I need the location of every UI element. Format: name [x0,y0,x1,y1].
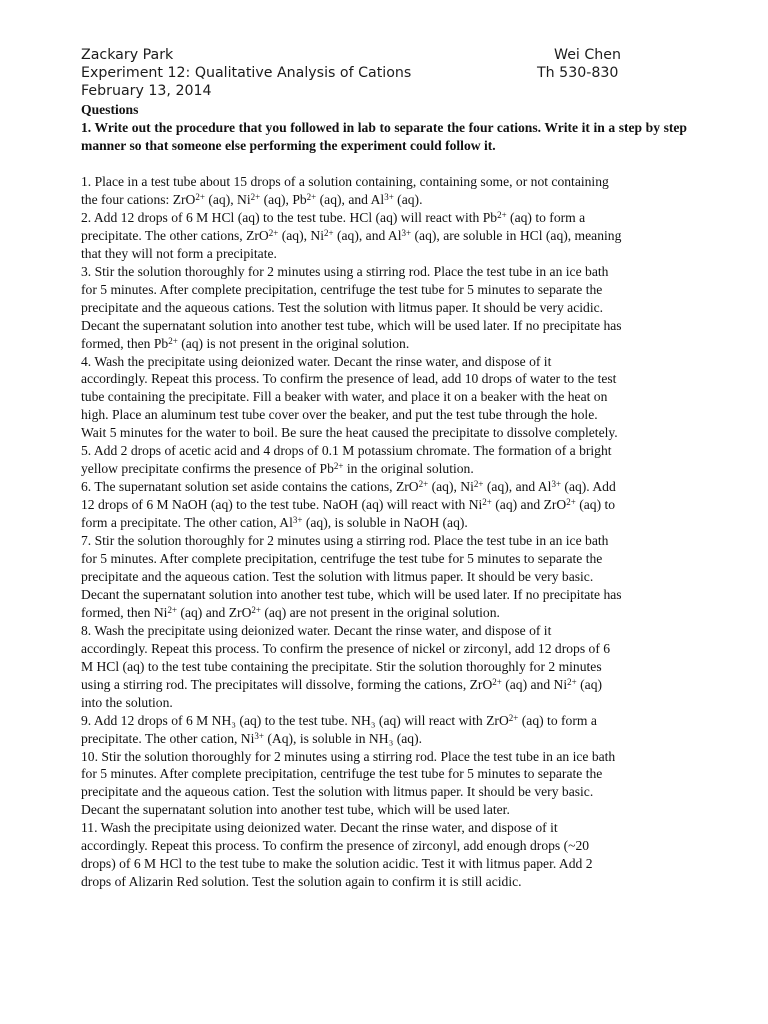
step-line: yellow precipitate confirms the presence of $Pb^{2+}$ in the original solution. [81,461,474,477]
procedure-step [81,819,687,891]
lab-section: Th 530-830 [537,65,619,81]
step-line: drops) of 6 M HCl to the test tube to make the solution acidic. Test it with litmus paper. Add 2 [81,856,593,872]
step-line: precipitate and the aqueous cations. Test the solution with litmus paper. It should be very acidic. [81,299,604,315]
step-line: 12 drops of 6 M NaOH (aq) to the test tube. NaOH (aq) will react with $Ni^{2+}$ (aq) and ZrO$^{2+}$ (aq) to [81,497,616,513]
step-line: 4. Wash the precipitate using deionized water. Decant the rinse water, and dispose of it [81,353,552,369]
step-line: form a precipitate. The other cation, $Al^{3+}$ (aq), is soluble in NaOH (aq). [81,515,468,531]
procedure-step [81,353,687,443]
step-line: 8. Wash the precipitate using deionized water. Decant the rinse water, and dispose of it [81,622,552,638]
step-line: 2. Add 12 drops of 6 M HCl (aq) to the test tube. HCl (aq) will react with $Pb^{2+}$ (aq) to form a [81,209,586,225]
step-line: formed, then $Ni^{2+}$ (aq) and ZrO$^{2+}$ (aq) are not present in the original solution. [81,604,500,620]
step-line: tube containing the precipitate. Fill a beaker with water, and place it on a beaker with the heat on [81,389,608,405]
step-line: Decant the supernatant solution into another test tube, which will be used later. If no precipitate has [81,317,622,333]
step-line: formed, then $Pb^{2+}$ (aq) is not present in the original solution. [81,335,410,351]
step-line: 9. Add 12 drops of 6 M NH₃ (aq) to the test tube. NH₃ (aq) will react with ZrO$^{2+}$ (aq) to form a [81,712,597,728]
step-line: drops of Alizarin Red solution. Test the solution again to confirm it is still acidic. [81,874,522,890]
step-line: for 5 minutes. After complete precipitation, centrifuge the test tube for 5 minutes to separate the [81,766,603,782]
procedure-step [81,532,687,622]
step-line: Wait 5 minutes for the water to boil. Be sure the heat caused the precipitate to dissolve completely. [81,425,618,441]
step-line: the four cations: ZrO$^{2+}$ (aq), $Ni^{2+}$ (aq), $Pb^{2+}$ (aq), and $Al^{3+}$ (aq). [81,191,423,207]
step-line: that they will not form a precipitate. [81,245,277,261]
step-line: precipitate. The other cations, ZrO$^{2+}$ (aq), $Ni^{2+}$ (aq), and $Al^{3+}$ (aq), are soluble in HCl (aq), meaning [81,227,622,243]
step-line: accordingly. Repeat this process. To confirm the presence of nickel or zirconyl, add 12 drops of 6 [81,640,611,656]
step-line: 10. Stir the solution thoroughly for 2 minutes using a stirring rod. Place the test tube in an ice bath [81,748,616,764]
report-date: February 13, 2014 [81,83,212,99]
step-line: accordingly. Repeat this process. To confirm the presence of lead, add 10 drops of water to the test [81,371,617,387]
questions-heading: Questions [81,102,139,117]
procedure-step [81,478,687,532]
step-line: 11. Wash the precipitate using deionized water. Decant the rinse water, and dispose of it [81,820,558,836]
experiment-title: Experiment 12: Qualitative Analysis of Cations [81,65,412,81]
step-line: 6. The supernatant solution set aside contains the cations, ZrO$^{2+}$ (aq), $Ni^{2+}$ (aq), and $Al^{3+}$ (aq). Add [81,479,616,495]
step-line: into the solution. [81,694,173,710]
student-name: Zackary Park [81,47,174,63]
step-line: Decant the supernatant solution into another test tube, which will be used later. If no precipitate has [81,586,622,602]
step-line: 1. Place in a test tube about 15 drops of a solution containing, containing some, or not containing [81,174,609,189]
instructor-name: Wei Chen [554,47,621,63]
step-line: 7. Stir the solution thoroughly for 2 minutes using a stirring rod. Place the test tube in an ice bath [81,533,609,549]
step-line: for 5 minutes. After complete precipitation, centrifuge the test tube for 5 minutes to separate the [81,551,603,567]
step-line: using a stirring rod. The precipitates will dissolve, forming the cations, ZrO$^{2+}$ (aq) and $Ni^{2+}$ (aq) [81,676,603,692]
step-line: precipitate. The other cation, $Ni^{3+}$ (Aq), is soluble in NH₃ (aq). [81,730,422,746]
question-1-prompt: 1. Write out the procedure that you followed in lab to separate the four cations. Write it in a step by step manner so that someone else performing the experiment could follow it. [81,120,687,154]
step-line: for 5 minutes. After complete precipitation, centrifuge the test tube for 5 minutes to separate the [81,281,603,297]
procedure-step [81,209,687,263]
step-line: 5. Add 2 drops of acetic acid and 4 drops of 0.1 M potassium chromate. The formation of a bright [81,443,612,459]
step-line: precipitate and the aqueous cation. Test the solution with litmus paper. It should be very basic. [81,568,594,584]
procedure-step [81,173,687,209]
step-line: 3. Stir the solution thoroughly for 2 minutes using a stirring rod. Place the test tube in an ice bath [81,263,609,279]
procedure-step [81,622,687,712]
step-line: accordingly. Repeat this process. To confirm the presence of zirconyl, add enough drops (~20 [81,838,590,854]
step-line: precipitate and the aqueous cation. Test the solution with litmus paper. It should be very basic. [81,784,594,800]
step-line: high. Place an aluminum test tube cover over the beaker, and put the test tube through the hole. [81,407,598,423]
procedure-step [81,748,687,820]
procedure-steps [81,173,687,891]
procedure-step [81,442,687,478]
procedure-step [81,263,687,353]
step-line: Decant the supernatant solution into another test tube, which will be used later. [81,802,510,818]
procedure-step [81,712,687,748]
step-line: M HCl (aq) to the test tube containing the precipitate. Stir the solution thoroughly for 2 minutes [81,658,602,674]
